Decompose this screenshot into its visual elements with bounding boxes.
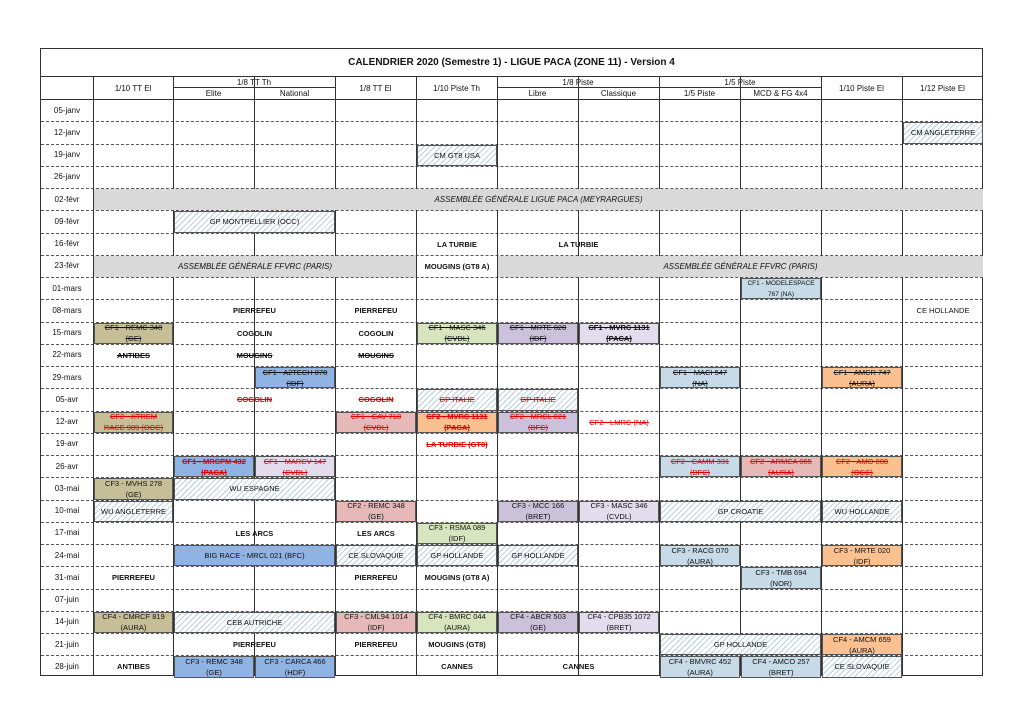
date-label: 31-mai [54,572,80,582]
calendar-event: CF4 - AMCM 659 (AURA) [822,634,902,655]
calendar-event: LA TURBIE (GT8) [426,439,488,449]
calendar-event: COGOLIN [237,395,272,405]
date-label: 07-juin [54,595,79,605]
calendar-event: PIERREFEU [233,640,276,650]
calendar-event: ASSEMBLÉE GÉNÉRALE FFVRC (PARIS) [498,256,983,277]
date-label: 05-janv [53,105,81,115]
date-label: 19-janv [53,150,81,160]
date-label: 26-janv [53,172,81,182]
calendar-event: CF4 - AMCO 257 (BRET) [741,656,821,677]
calendar-event: CF3 - MRTE 020 (IDF) [822,545,902,566]
column-header-g15p: 1/5 Piste [724,77,756,87]
calendar-event: CF3 - MVHS 278 (GE) [94,478,173,499]
calendar-event: MOUGINS [236,350,273,360]
calendar-event: GP ITALIE [498,389,578,410]
calendar-event: CF3 - CARCA 466 (HDF) [255,656,335,677]
date-label: 24-mai [54,550,80,560]
column-header-c1: 1/10 TT El [114,83,152,93]
calendar-event: CF3 - RSMA 089 (IDF) [417,523,497,544]
date-label: 23-févr [54,261,80,271]
column-divider [173,77,174,675]
calendar-event: COGOLIN [358,328,394,338]
date-label: 21-juin [54,639,79,649]
date-label: 17-mai [54,528,80,538]
calendar-event: CF4 - CPB35 1072 (BRET) [579,612,659,633]
calendar-event: CF2 - MRCL 021 (BFC) [498,412,578,433]
row-divider [41,121,983,122]
column-header-c8: 1/5 Piste [683,88,716,98]
column-header-national: National [279,88,310,98]
calendar-event: CF2 - ARMCA 065 (AURA) [741,456,821,477]
column-divider [578,77,579,675]
calendar-event: PIERREFEU [354,640,398,650]
date-label: 05-avr [55,394,79,404]
calendar-event: WU ESPAGNE [174,478,335,499]
calendar-table [40,48,983,676]
calendar-event: MOUGINS (GT8) [428,640,486,650]
date-label: 16-févr [54,239,80,249]
calendar-event: CF1 - MARCV 147 (CVDL) [255,456,335,477]
date-label: 01-mars [52,283,82,293]
calendar-event: CF2 - AMO 008 (OCC) [822,456,902,477]
calendar-event: CEB AUTRICHE [174,612,335,633]
calendar-event: GP HOLLANDE [417,545,497,566]
date-label: 12-avr [55,417,79,427]
column-header-classique: Classique [600,88,637,98]
calendar-event: LA TURBIE [558,239,599,249]
calendar-event: ANTIBES [117,662,150,672]
date-label: 29-mars [52,372,82,382]
calendar-event: COGOLIN [358,395,394,405]
row-divider [41,566,983,567]
column-header-elite: Elite [205,88,222,98]
calendar-event: CF3 - MCC 166 (BRET) [498,501,578,522]
calendar-event: CF3 - MASC 346 (CVDL) [579,501,659,522]
calendar-event: ANTIBES [117,350,150,360]
calendar-event: CF1 - CAV 718 (CVDL) [336,412,416,433]
calendar-event: PIERREFEU [354,573,398,583]
calendar-event: MOUGINS (GT8 A) [424,573,490,583]
calendar-event: GP HOLLANDE [498,545,578,566]
date-label: 02-févr [54,194,80,204]
header-divider [93,99,983,100]
calendar-event: CF1 - MVRC 1131 (PACA) [579,323,659,344]
calendar-event: CF4 - BMRC 044 (AURA) [417,612,497,633]
calendar-event: PIERREFEU [354,306,398,316]
date-label: 08-mars [52,305,82,315]
column-header-c11: 1/12 Piste El [920,83,965,93]
calendar-event: PIERREFEU [112,573,155,583]
calendar-event: CF1 - REMC 348 (GE) [94,323,173,344]
calendar-event: BIG RACE - MRCL 021 (BFC) [174,545,335,566]
row-divider [41,144,983,145]
row-divider [41,166,983,167]
calendar-event: CF3 - REMC 348 (GE) [174,656,254,677]
calendar-event: PIERREFEU [233,306,276,316]
column-divider [902,77,903,675]
calendar-event: ASSEMBLÉE GÉNÉRALE LIGUE PACA (MEYRARGUES) [94,189,983,210]
calendar-event: GP MONTPELLIER (OCC) [174,211,335,232]
calendar-event: CANNES [441,662,473,672]
calendar-event: CF1 - MRTE 020 (IDF) [498,323,578,344]
calendar-event: CF2 - MVRC 1131 (PACA) [417,412,497,433]
row-divider [41,433,983,434]
calendar-event: CF2 - LMRC (NA) [589,417,649,427]
calendar-event: LES ARCS [235,528,274,538]
calendar-event: CF4 - CMRCF 819 (AURA) [94,612,173,633]
calendar-event: CF4 - ABCR 503 (GE) [498,612,578,633]
calendar-event: WU HOLLANDE [822,501,902,522]
column-header-g18p: 1/8 Piste [562,77,594,87]
calendar-event: CE HOLLANDE [916,306,970,316]
calendar-event: CE SLOVAQUIE [336,545,416,566]
date-label: 19-avr [55,439,79,449]
date-label: 03-mai [54,483,80,493]
date-label: 22-mars [52,350,82,360]
calendar-event: CF2 - CAMM 331 (BFC) [660,456,740,477]
column-header-c5: 1/10 Piste Th [433,83,480,93]
page-title: CALENDRIER 2020 (Semestre 1) - LIGUE PACA (ZONE 11) - Version 4 [41,49,982,77]
calendar-event: GP HOLLANDE [660,634,821,655]
calendar-event: CF1 - MODELESPACE 767 (NA) [741,278,821,299]
calendar-event: CF2 - XTREM RACE 989 (OCC) [94,412,173,433]
calendar-event: GP CROATIE [660,501,821,522]
date-label: 15-mars [52,328,82,338]
calendar-event: CF1 - MACI 547 (NA) [660,367,740,388]
calendar-event: LA TURBIE [437,239,477,249]
calendar-event: CM GT8 USA [417,145,497,166]
calendar-event: CM ANGLETERRE [903,122,983,143]
calendar-event: ASSEMBLÉE GÉNÉRALE FFVRC (PARIS) [94,256,416,277]
column-header-c9: MCD & FG 4x4 [753,88,808,98]
calendar-event: CF2 - REMC 348 (GE) [336,501,416,522]
calendar-event: CE SLOVAQUIE [822,656,902,677]
calendar-event: WU ANGLETERRE [94,501,173,522]
calendar-event: CANNES [562,662,595,672]
column-header-c10: 1/10 Piste El [839,83,884,93]
calendar-event: CF1 - MASC 346 (CVDL) [417,323,497,344]
calendar-event: MOUGINS [358,350,394,360]
date-label: 12-janv [53,127,81,137]
calendar-event: COGOLIN [237,328,272,338]
date-label: 28-juin [54,661,79,671]
row-divider [41,277,983,278]
calendar-event: CF1 - MRCPM 432 (PACA) [174,456,254,477]
calendar-event: CF3 - RACG 070 (AURA) [660,545,740,566]
calendar-event: CF1 - A2TECH 878 (IDF) [255,367,335,388]
calendar-event: CF3 - TMB 694 (NOR) [741,567,821,588]
calendar-event: CF4 - BMVRC 452 (AURA) [660,656,740,677]
date-label: 09-févr [54,216,80,226]
date-label: 14-juin [54,617,79,627]
row-divider [41,589,983,590]
column-header-g18th: 1/8 TT Th [236,77,272,87]
calendar-event: LES ARCS [357,528,395,538]
calendar-event: CF3 - CML94 1014 (IDF) [336,612,416,633]
calendar-event: MOUGINS (GT8 A) [424,261,490,271]
column-header-libre: Libre [528,88,547,98]
date-label: 10-mai [54,506,80,516]
column-header-c4: 1/8 TT El [359,83,392,93]
calendar-event: GP ITALIE [417,389,497,410]
column-divider [497,77,498,675]
calendar-event: CF1 - AMCR 747 (AURA) [822,367,902,388]
date-label: 26-avr [55,461,79,471]
